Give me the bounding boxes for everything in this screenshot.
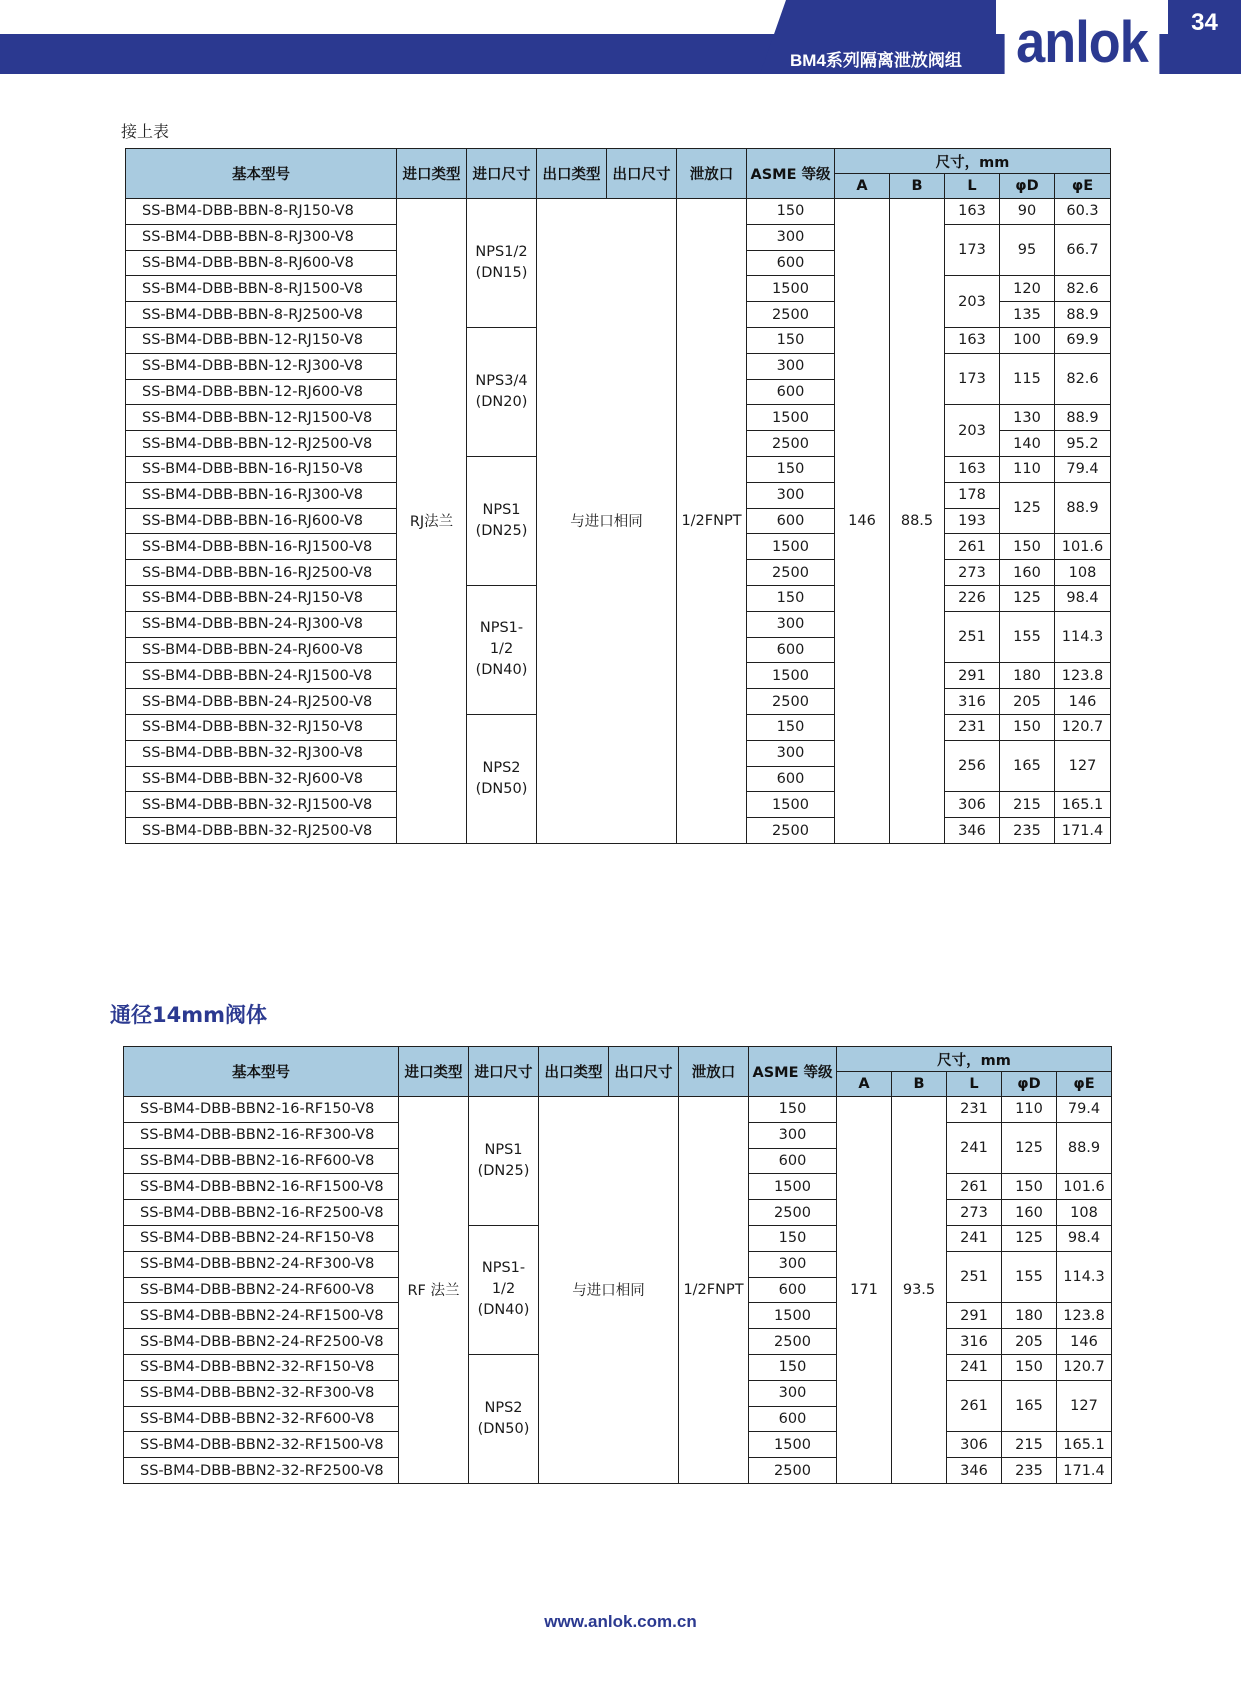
asme-cell: 2500	[749, 1329, 837, 1355]
table-row	[124, 1097, 1112, 1123]
dim-d-cell: 125	[1002, 1122, 1057, 1174]
model-cell: SS-BM4-DBB-BBN-16-RJ600-V8	[126, 508, 397, 534]
col-inlet-size: 进口尺寸	[467, 149, 537, 199]
model-cell: SS-BM4-DBB-BBN-16-RJ1500-V8	[126, 534, 397, 560]
dim-l-cell: 173	[945, 224, 1000, 276]
dim-l-cell: 346	[947, 1458, 1002, 1484]
continued-caption: 接上表	[121, 122, 170, 141]
asme-cell: 1500	[749, 1303, 837, 1329]
col-outlet-size: 出口尺寸	[607, 149, 677, 199]
asme-cell: 300	[747, 740, 835, 766]
dim-d-cell: 235	[1002, 1458, 1057, 1484]
dim-l-cell: 203	[945, 405, 1000, 457]
asme-cell: 1500	[747, 534, 835, 560]
dim-l-cell: 241	[947, 1122, 1002, 1174]
dim-d-cell: 150	[1000, 714, 1055, 740]
model-cell: SS-BM4-DBB-BBN2-24-RF1500-V8	[124, 1303, 399, 1329]
dim-d-cell: 155	[1000, 611, 1055, 663]
dim-l-cell: 261	[947, 1174, 1002, 1200]
dim-e-cell: 88.9	[1055, 405, 1111, 431]
asme-cell: 150	[747, 327, 835, 353]
dim-d-cell: 205	[1000, 689, 1055, 715]
model-cell: SS-BM4-DBB-BBN-24-RJ300-V8	[126, 611, 397, 637]
col-b: B	[890, 174, 945, 199]
model-cell: SS-BM4-DBB-BBN-16-RJ300-V8	[126, 482, 397, 508]
model-cell: SS-BM4-DBB-BBN-24-RJ150-V8	[126, 585, 397, 611]
table-body	[126, 199, 1111, 844]
dim-b-cell: 88.5	[890, 199, 945, 844]
model-cell: SS-BM4-DBB-BBN-12-RJ2500-V8	[126, 431, 397, 457]
dim-d-cell: 125	[1000, 482, 1055, 534]
dim-d-cell: 235	[1000, 818, 1055, 844]
outlet-cell: 与进口相同	[539, 1097, 679, 1484]
model-cell: SS-BM4-DBB-BBN-24-RJ2500-V8	[126, 689, 397, 715]
dim-e-cell: 108	[1055, 560, 1111, 586]
asme-cell: 1500	[747, 276, 835, 302]
dim-l-cell: 261	[945, 534, 1000, 560]
model-cell: SS-BM4-DBB-BBN2-16-RF2500-V8	[124, 1200, 399, 1226]
model-cell: SS-BM4-DBB-BBN-8-RJ600-V8	[126, 250, 397, 276]
dim-e-cell: 95.2	[1055, 431, 1111, 457]
dim-d-cell: 115	[1000, 353, 1055, 405]
dim-l-cell: 193	[945, 508, 1000, 534]
dim-l-cell: 256	[945, 740, 1000, 792]
asme-cell: 300	[747, 353, 835, 379]
dim-e-cell: 79.4	[1055, 456, 1111, 482]
dim-l-cell: 251	[945, 611, 1000, 663]
dim-e-cell: 66.7	[1055, 224, 1111, 276]
col-vent: 泄放口	[679, 1047, 749, 1097]
model-cell: SS-BM4-DBB-BBN-12-RJ150-V8	[126, 327, 397, 353]
model-cell: SS-BM4-DBB-BBN2-32-RF1500-V8	[124, 1432, 399, 1458]
inlet-size-cell: NPS1- 1/2 (DN40)	[467, 585, 537, 714]
footer-url: www.anlok.com.cn	[544, 1612, 697, 1631]
dim-e-cell: 101.6	[1057, 1174, 1112, 1200]
model-cell: SS-BM4-DBB-BBN-12-RJ600-V8	[126, 379, 397, 405]
spec-table-rf	[123, 1046, 1112, 1484]
asme-cell: 300	[747, 224, 835, 250]
dim-l-cell: 163	[945, 327, 1000, 353]
model-cell: SS-BM4-DBB-BBN-8-RJ1500-V8	[126, 276, 397, 302]
dim-d-cell: 150	[1002, 1354, 1057, 1380]
model-cell: SS-BM4-DBB-BBN-32-RJ600-V8	[126, 766, 397, 792]
dim-l-cell: 231	[945, 714, 1000, 740]
model-cell: SS-BM4-DBB-BBN2-24-RF150-V8	[124, 1225, 399, 1251]
vent-cell: 1/2FNPT	[679, 1097, 749, 1484]
dim-d-cell: 180	[1002, 1303, 1057, 1329]
dim-d-cell: 90	[1000, 199, 1055, 225]
asme-cell: 1500	[749, 1432, 837, 1458]
model-cell: SS-BM4-DBB-BBN-32-RJ1500-V8	[126, 792, 397, 818]
model-cell: SS-BM4-DBB-BBN2-24-RF300-V8	[124, 1251, 399, 1277]
dim-l-cell: 261	[947, 1380, 1002, 1432]
dim-e-cell: 82.6	[1055, 276, 1111, 302]
dim-e-cell: 60.3	[1055, 199, 1111, 225]
model-cell: SS-BM4-DBB-BBN-16-RJ150-V8	[126, 456, 397, 482]
model-cell: SS-BM4-DBB-BBN-8-RJ2500-V8	[126, 302, 397, 328]
dim-e-cell: 101.6	[1055, 534, 1111, 560]
inlet-size-cell: NPS1/2 (DN15)	[467, 199, 537, 328]
dim-e-cell: 98.4	[1055, 585, 1111, 611]
dim-l-cell: 231	[947, 1097, 1002, 1123]
asme-cell: 150	[747, 585, 835, 611]
dim-e-cell: 88.9	[1055, 302, 1111, 328]
model-cell: SS-BM4-DBB-BBN-32-RJ150-V8	[126, 714, 397, 740]
col-inlet-size: 进口尺寸	[469, 1047, 539, 1097]
model-cell: SS-BM4-DBB-BBN-32-RJ300-V8	[126, 740, 397, 766]
dim-d-cell: 180	[1000, 663, 1055, 689]
col-l: L	[945, 174, 1000, 199]
asme-cell: 2500	[749, 1458, 837, 1484]
inlet-size-cell: NPS1- 1/2 (DN40)	[469, 1225, 539, 1354]
dim-e-cell: 165.1	[1057, 1432, 1112, 1458]
dim-e-cell: 108	[1057, 1200, 1112, 1226]
model-cell: SS-BM4-DBB-BBN2-16-RF300-V8	[124, 1122, 399, 1148]
dim-l-cell: 291	[947, 1303, 1002, 1329]
col-asme: ASME 等级	[749, 1047, 837, 1097]
asme-cell: 2500	[747, 689, 835, 715]
outlet-cell: 与进口相同	[537, 199, 677, 844]
dim-d-cell: 95	[1000, 224, 1055, 276]
asme-cell: 300	[747, 611, 835, 637]
col-inlet-type: 进口类型	[399, 1047, 469, 1097]
col-vent: 泄放口	[677, 149, 747, 199]
dim-e-cell: 123.8	[1057, 1303, 1112, 1329]
dim-e-cell: 120.7	[1055, 714, 1111, 740]
dim-e-cell: 171.4	[1055, 818, 1111, 844]
dim-e-cell: 82.6	[1055, 353, 1111, 405]
asme-cell: 600	[749, 1148, 837, 1174]
col-l: L	[947, 1072, 1002, 1097]
dim-l-cell: 178	[945, 482, 1000, 508]
model-cell: SS-BM4-DBB-BBN-12-RJ1500-V8	[126, 405, 397, 431]
dim-d-cell: 125	[1002, 1225, 1057, 1251]
col-outlet-type: 出口类型	[537, 149, 607, 199]
dim-d-cell: 205	[1002, 1329, 1057, 1355]
series-title: BM4系列隔离泄放阀组	[790, 51, 962, 70]
inlet-type-cell: RJ法兰	[397, 199, 467, 844]
dim-d-cell: 130	[1000, 405, 1055, 431]
asme-cell: 300	[747, 482, 835, 508]
dim-d-cell: 150	[1002, 1174, 1057, 1200]
col-d: φD	[1002, 1072, 1057, 1097]
dim-e-cell: 171.4	[1057, 1458, 1112, 1484]
dim-l-cell: 241	[947, 1354, 1002, 1380]
asme-cell: 1500	[747, 405, 835, 431]
dim-e-cell: 114.3	[1057, 1251, 1112, 1303]
asme-cell: 150	[749, 1097, 837, 1123]
asme-cell: 300	[749, 1122, 837, 1148]
inlet-size-cell: NPS1 (DN25)	[469, 1097, 539, 1226]
col-asme: ASME 等级	[747, 149, 835, 199]
asme-cell: 1500	[747, 792, 835, 818]
dim-l-cell: 306	[947, 1432, 1002, 1458]
dim-l-cell: 273	[947, 1200, 1002, 1226]
dim-d-cell: 160	[1002, 1200, 1057, 1226]
dim-a-cell: 171	[837, 1097, 892, 1484]
dim-e-cell: 123.8	[1055, 663, 1111, 689]
dim-l-cell: 251	[947, 1251, 1002, 1303]
dim-d-cell: 215	[1002, 1432, 1057, 1458]
dim-e-cell: 114.3	[1055, 611, 1111, 663]
table-body	[124, 1097, 1112, 1484]
asme-cell: 150	[749, 1354, 837, 1380]
col-model: 基本型号	[126, 149, 397, 199]
col-outlet-size: 出口尺寸	[609, 1047, 679, 1097]
inlet-size-cell: NPS3/4 (DN20)	[467, 327, 537, 456]
asme-cell: 150	[747, 456, 835, 482]
dim-l-cell: 173	[945, 353, 1000, 405]
asme-cell: 600	[749, 1277, 837, 1303]
vent-cell: 1/2FNPT	[677, 199, 747, 844]
asme-cell: 600	[747, 766, 835, 792]
col-inlet-type: 进口类型	[397, 149, 467, 199]
asme-cell: 300	[749, 1251, 837, 1277]
dim-d-cell: 125	[1000, 585, 1055, 611]
asme-cell: 1500	[747, 663, 835, 689]
model-cell: SS-BM4-DBB-BBN2-32-RF2500-V8	[124, 1458, 399, 1484]
dim-l-cell: 316	[945, 689, 1000, 715]
model-cell: SS-BM4-DBB-BBN2-32-RF150-V8	[124, 1354, 399, 1380]
model-cell: SS-BM4-DBB-BBN2-24-RF2500-V8	[124, 1329, 399, 1355]
col-d: φD	[1000, 174, 1055, 199]
col-e: φE	[1055, 174, 1111, 199]
dim-d-cell: 160	[1000, 560, 1055, 586]
inlet-size-cell: NPS1 (DN25)	[467, 456, 537, 585]
model-cell: SS-BM4-DBB-BBN-24-RJ1500-V8	[126, 663, 397, 689]
dim-e-cell: 120.7	[1057, 1354, 1112, 1380]
inlet-type-cell: RF 法兰	[399, 1097, 469, 1484]
dim-l-cell: 316	[947, 1329, 1002, 1355]
dim-d-cell: 155	[1002, 1251, 1057, 1303]
asme-cell: 150	[747, 714, 835, 740]
dim-e-cell: 146	[1057, 1329, 1112, 1355]
dim-l-cell: 163	[945, 199, 1000, 225]
dim-e-cell: 127	[1055, 740, 1111, 792]
dim-d-cell: 165	[1002, 1380, 1057, 1432]
dim-b-cell: 93.5	[892, 1097, 947, 1484]
dim-e-cell: 98.4	[1057, 1225, 1112, 1251]
dim-l-cell: 241	[947, 1225, 1002, 1251]
model-cell: SS-BM4-DBB-BBN-24-RJ600-V8	[126, 637, 397, 663]
dim-l-cell: 346	[945, 818, 1000, 844]
dim-l-cell: 163	[945, 456, 1000, 482]
model-cell: SS-BM4-DBB-BBN2-32-RF600-V8	[124, 1406, 399, 1432]
asme-cell: 300	[749, 1380, 837, 1406]
dim-e-cell: 127	[1057, 1380, 1112, 1432]
dim-d-cell: 150	[1000, 534, 1055, 560]
col-a: A	[835, 174, 890, 199]
col-b: B	[892, 1072, 947, 1097]
col-a: A	[837, 1072, 892, 1097]
asme-cell: 600	[747, 250, 835, 276]
col-dims: 尺寸，mm	[837, 1047, 1112, 1072]
inlet-size-cell: NPS2 (DN50)	[467, 714, 537, 843]
model-cell: SS-BM4-DBB-BBN-8-RJ150-V8	[126, 199, 397, 225]
asme-cell: 2500	[747, 560, 835, 586]
col-dims: 尺寸，mm	[835, 149, 1111, 174]
asme-cell: 600	[747, 637, 835, 663]
dim-e-cell: 146	[1055, 689, 1111, 715]
dim-d-cell: 215	[1000, 792, 1055, 818]
model-cell: SS-BM4-DBB-BBN2-16-RF1500-V8	[124, 1174, 399, 1200]
dim-l-cell: 226	[945, 585, 1000, 611]
dim-d-cell: 110	[1002, 1097, 1057, 1123]
asme-cell: 2500	[749, 1200, 837, 1226]
model-cell: SS-BM4-DBB-BBN2-16-RF600-V8	[124, 1148, 399, 1174]
dim-d-cell: 135	[1000, 302, 1055, 328]
spec-table-rj	[125, 148, 1111, 844]
asme-cell: 2500	[747, 431, 835, 457]
dim-e-cell: 79.4	[1057, 1097, 1112, 1123]
dim-l-cell: 306	[945, 792, 1000, 818]
model-cell: SS-BM4-DBB-BBN-12-RJ300-V8	[126, 353, 397, 379]
asme-cell: 600	[747, 508, 835, 534]
asme-cell: 1500	[749, 1174, 837, 1200]
asme-cell: 2500	[747, 302, 835, 328]
asme-cell: 150	[747, 199, 835, 225]
model-cell: SS-BM4-DBB-BBN2-16-RF150-V8	[124, 1097, 399, 1123]
dim-d-cell: 110	[1000, 456, 1055, 482]
dim-l-cell: 291	[945, 663, 1000, 689]
table-row	[126, 199, 1111, 225]
asme-cell: 600	[747, 379, 835, 405]
dim-l-cell: 203	[945, 276, 1000, 328]
dim-d-cell: 165	[1000, 740, 1055, 792]
page-number-box	[1168, 0, 1241, 74]
dim-e-cell: 165.1	[1055, 792, 1111, 818]
dim-d-cell: 120	[1000, 276, 1055, 302]
inlet-size-cell: NPS2 (DN50)	[469, 1354, 539, 1483]
dim-l-cell: 273	[945, 560, 1000, 586]
model-cell: SS-BM4-DBB-BBN-16-RJ2500-V8	[126, 560, 397, 586]
model-cell: SS-BM4-DBB-BBN2-24-RF600-V8	[124, 1277, 399, 1303]
dim-e-cell: 69.9	[1055, 327, 1111, 353]
dim-e-cell: 88.9	[1057, 1122, 1112, 1174]
model-cell: SS-BM4-DBB-BBN2-32-RF300-V8	[124, 1380, 399, 1406]
col-e: φE	[1057, 1072, 1112, 1097]
brand-logo: anlok	[1005, 0, 1160, 76]
col-outlet-type: 出口类型	[539, 1047, 609, 1097]
col-model: 基本型号	[124, 1047, 399, 1097]
asme-cell: 150	[749, 1225, 837, 1251]
asme-cell: 600	[749, 1406, 837, 1432]
dim-e-cell: 88.9	[1055, 482, 1111, 534]
dim-d-cell: 140	[1000, 431, 1055, 457]
page-number: 34	[1191, 9, 1218, 36]
dim-a-cell: 146	[835, 199, 890, 844]
section-title: 通径14mm阀体	[110, 1003, 267, 1027]
model-cell: SS-BM4-DBB-BBN-32-RJ2500-V8	[126, 818, 397, 844]
asme-cell: 2500	[747, 818, 835, 844]
model-cell: SS-BM4-DBB-BBN-8-RJ300-V8	[126, 224, 397, 250]
dim-d-cell: 100	[1000, 327, 1055, 353]
